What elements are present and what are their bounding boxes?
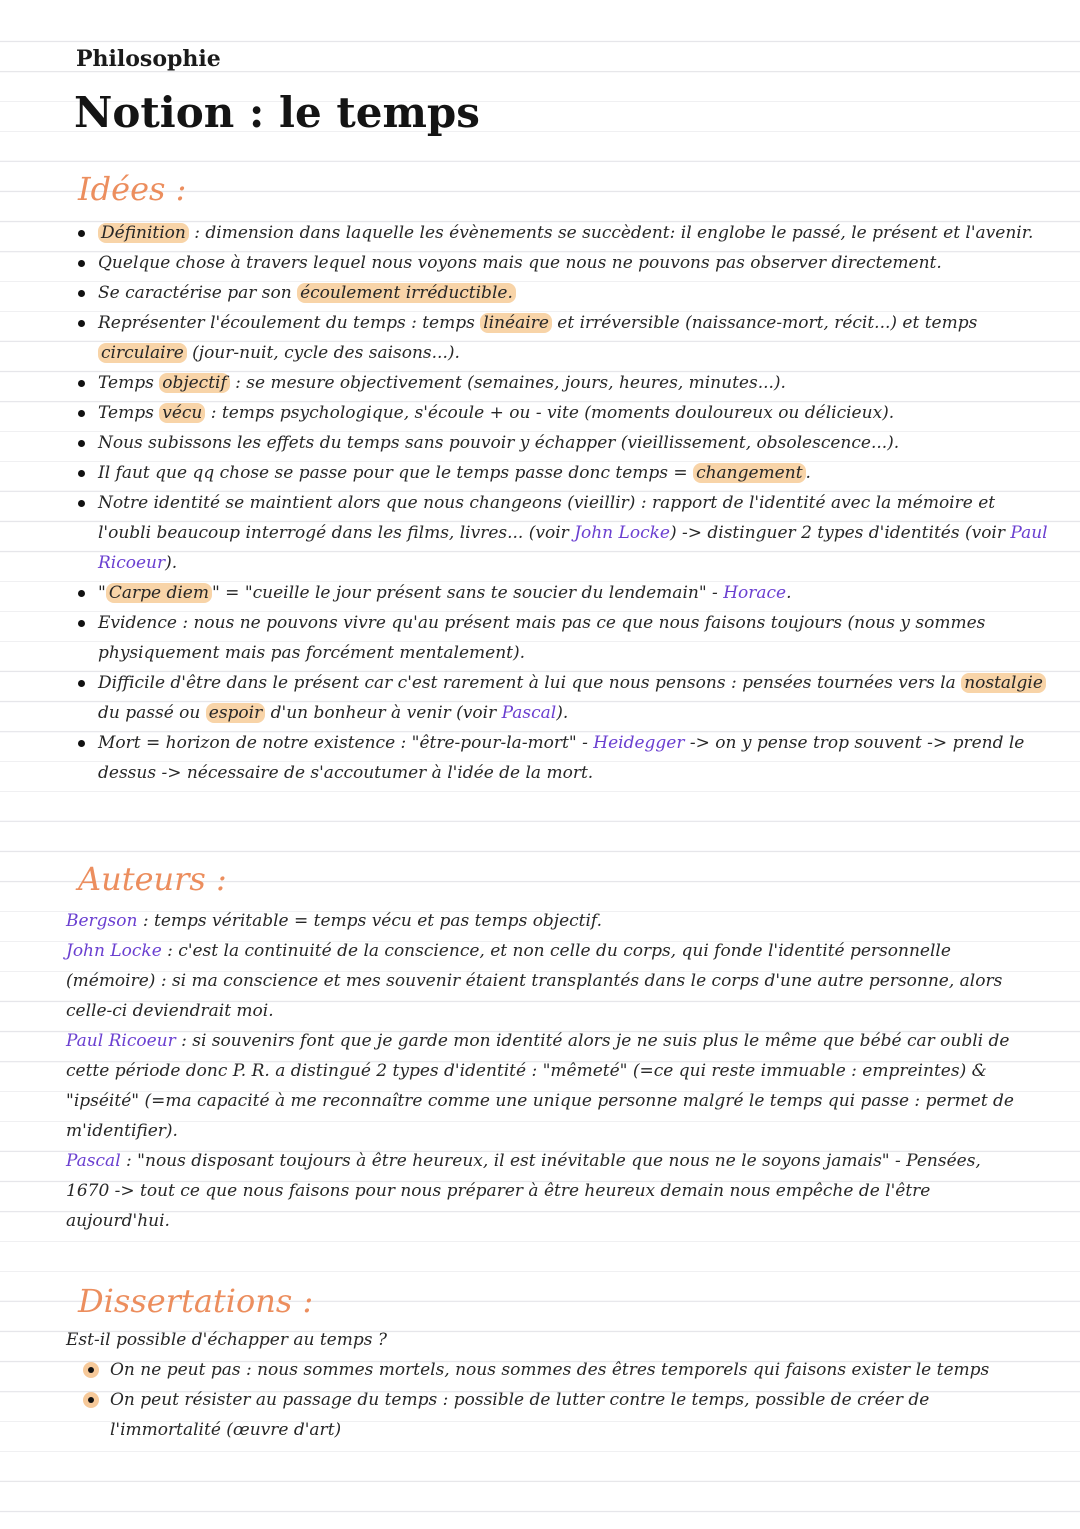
author-ref: John Locke xyxy=(574,523,670,543)
list-item: On ne peut pas : nous sommes mortels, nous sommes des êtres temporels qui faisons exister le temps xyxy=(110,1355,1026,1385)
authors-heading: Auteurs : xyxy=(78,860,227,898)
list-item: Nous subissons les effets du temps sans pouvoir y échapper (vieillissement, obsolescence...). xyxy=(98,428,1048,458)
author-ref: Heidegger xyxy=(593,733,685,753)
subject-label: Philosophie xyxy=(76,46,221,72)
authors-section xyxy=(66,906,1026,1236)
author-ref: Horace xyxy=(723,583,787,603)
highlight: écoulement irréductible. xyxy=(297,283,516,303)
dissertations-section xyxy=(66,1325,1026,1445)
author-name: Bergson xyxy=(66,911,138,931)
highlight: changement xyxy=(693,463,805,483)
highlight: nostalgie xyxy=(961,673,1046,693)
author-ref: Paul Ricoeur xyxy=(98,523,1048,573)
list-item: Temps objectif : se mesure objectivement (semaines, jours, heures, minutes...). xyxy=(98,368,1048,398)
list-item: On peut résister au passage du temps : possible de lutter contre le temps, possible de créer de l'immortalité (œuvre d'art) xyxy=(110,1385,1026,1445)
author-entry: Pascal : "nous disposant toujours à être heureux, il est inévitable que nous ne le soyons jamais" - Pensées, 1670 -> tout ce que nous faisons pour nous préparer à être heureux demain nous empêche de l'être aujourd'hui. xyxy=(66,1151,981,1231)
author-ref: Pascal xyxy=(501,703,557,723)
author-name: John Locke xyxy=(66,941,162,961)
dissertation-list xyxy=(66,1355,1026,1445)
dissertation-question: Est-il possible d'échapper au temps ? xyxy=(66,1330,387,1350)
dissertations-heading: Dissertations : xyxy=(78,1282,314,1320)
list-item: Quelque chose à travers lequel nous voyons mais que nous ne pouvons pas observer directement. xyxy=(98,248,1048,278)
ideas-list xyxy=(76,218,1048,788)
highlight: linéaire xyxy=(480,313,552,333)
highlight: circulaire xyxy=(98,343,187,363)
list-item: Temps vécu : temps psychologique, s'écoule + ou - vite (moments douloureux ou délicieux). xyxy=(98,398,1048,428)
list-item: Notre identité se maintient alors que nous changeons (vieillir) : rapport de l'identité avec la mémoire et l'oubli beaucoup interrogé dans les films, livres... (voir John Locke) -> distinguer 2 types d'identités (voir Paul Ricoeur). xyxy=(98,488,1048,578)
highlight: espoir xyxy=(206,703,265,723)
list-item: Se caractérise par son écoulement irréductible. xyxy=(98,278,1048,308)
list-item: Mort = horizon de notre existence : "être-pour-la-mort" - Heidegger -> on y pense trop souvent -> prend le dessus -> nécessaire de s'accoutumer à l'idée de la mort. xyxy=(98,728,1048,788)
list-item: Difficile d'être dans le présent car c'est rarement à lui que nous pensons : pensées tournées vers la nostalgie du passé ou espoir d'un bonheur à venir (voir Pascal). xyxy=(98,668,1048,728)
author-name: Pascal xyxy=(66,1151,121,1171)
author-entry: Bergson : temps véritable = temps vécu et pas temps objectif. xyxy=(66,911,603,931)
highlight: Carpe diem xyxy=(106,583,212,603)
author-entry: Paul Ricoeur : si souvenirs font que je garde mon identité alors je ne suis plus le même que bébé car oubli de cette période donc P. R. a distingué 2 types d'identité : "mêmeté" (=ce qui reste immuable : empreintes) & "ipséité" (=ma capacité à me reconnaître comme une unique personne malgré le temps qui passe : permet de m'identifier). xyxy=(66,1031,1014,1141)
ideas-heading: Idées : xyxy=(78,170,187,208)
list-item: Représenter l'écoulement du temps : temps linéaire et irréversible (naissance-mort, récit...) et temps circulaire (jour-nuit, cycle des saisons...). xyxy=(98,308,1048,368)
list-item: " Carpe diem " = "cueille le jour présent sans te soucier du lendemain" - Horace. xyxy=(98,578,1048,608)
author-name: Paul Ricoeur xyxy=(66,1031,176,1051)
highlight: Définition xyxy=(98,223,189,243)
highlight: objectif xyxy=(159,373,230,393)
list-item: Il faut que qq chose se passe pour que le temps passe donc temps = changement . xyxy=(98,458,1048,488)
page-title: Notion : le temps xyxy=(74,88,480,137)
list-item: Définition : dimension dans laquelle les évènements se succèdent: il englobe le passé, le présent et l'avenir. xyxy=(98,218,1048,248)
highlight: vécu xyxy=(159,403,205,423)
list-item: Evidence : nous ne pouvons vivre qu'au présent mais pas ce que nous faisons toujours (nous y sommes physiquement mais pas forcément mentalement). xyxy=(98,608,1048,668)
author-entry: John Locke : c'est la continuité de la conscience, et non celle du corps, qui fonde l'identité personnelle (mémoire) : si ma conscience et mes souvenir étaient transplantés dans le corps d'une autre personne, alors celle-ci deviendrait moi. xyxy=(66,941,1003,1021)
